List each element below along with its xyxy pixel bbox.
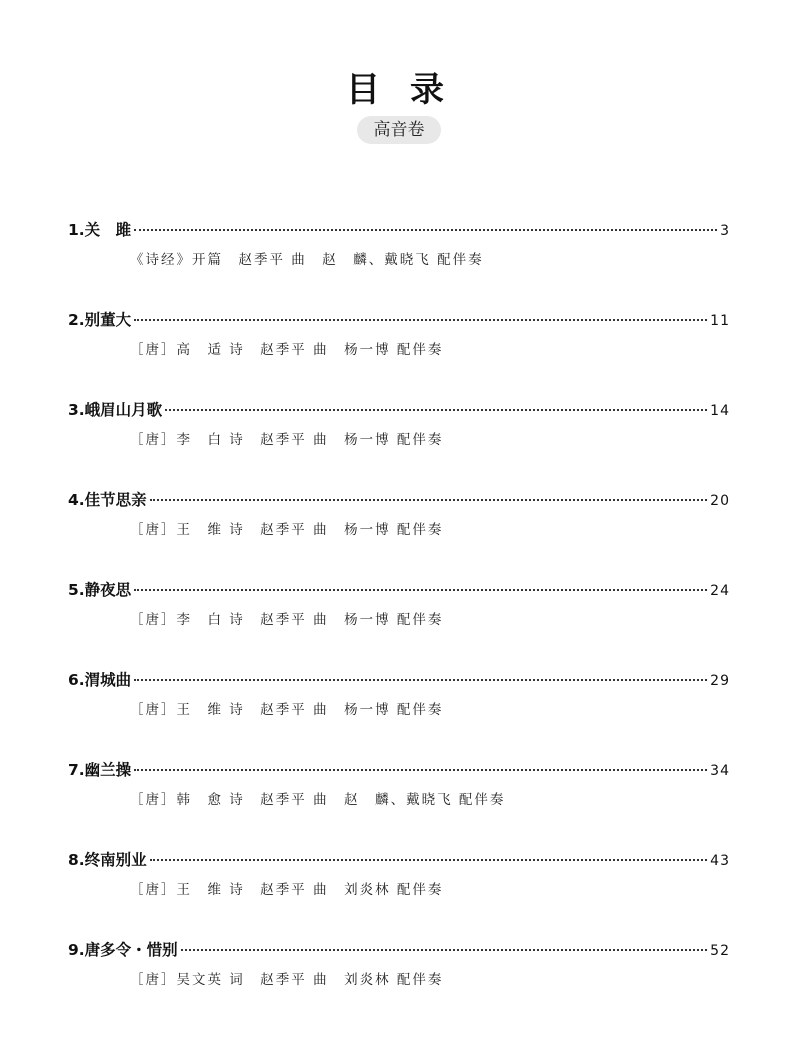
dot-leader bbox=[134, 589, 707, 591]
toc-entry[interactable] bbox=[68, 840, 730, 930]
page-number[interactable]: 11 bbox=[710, 313, 730, 329]
dot-leader bbox=[150, 859, 707, 861]
table-of-contents bbox=[68, 210, 730, 1020]
toc-entry[interactable] bbox=[68, 570, 730, 660]
dot-leader bbox=[134, 229, 717, 231]
dot-leader bbox=[165, 409, 707, 411]
toc-entry[interactable] bbox=[68, 930, 730, 1020]
page-number[interactable]: 52 bbox=[710, 943, 730, 959]
toc-entry[interactable] bbox=[68, 660, 730, 750]
entry-title[interactable]: 8.终南别业 bbox=[68, 851, 147, 869]
entry-credit: ［唐］吴文英 词 赵季平 曲 刘炎林 配伴奏 bbox=[130, 972, 444, 988]
entry-credit: ［唐］李 白 诗 赵季平 曲 杨一博 配伴奏 bbox=[130, 432, 444, 448]
toc-entry[interactable] bbox=[68, 750, 730, 840]
dot-leader bbox=[181, 949, 707, 951]
page-number[interactable]: 20 bbox=[710, 493, 730, 509]
entry-title[interactable]: 6.渭城曲 bbox=[68, 671, 132, 689]
entry-title[interactable]: 9.唐多令・惜别 bbox=[68, 941, 178, 959]
toc-entry[interactable] bbox=[68, 210, 730, 300]
entry-title[interactable]: 3.峨眉山月歌 bbox=[68, 401, 163, 419]
entry-title[interactable]: 1.关 雎 bbox=[68, 221, 132, 239]
page-number[interactable]: 24 bbox=[710, 583, 730, 599]
page-number[interactable]: 43 bbox=[710, 853, 730, 869]
entry-credit: ［唐］李 白 诗 赵季平 曲 杨一博 配伴奏 bbox=[130, 612, 444, 628]
page-title: 目录 bbox=[346, 70, 474, 110]
dot-leader bbox=[134, 769, 707, 771]
entry-title[interactable]: 5.静夜思 bbox=[68, 581, 132, 599]
page-number[interactable]: 14 bbox=[710, 403, 730, 419]
entry-credit: 《诗经》开篇 赵季平 曲 赵 麟、戴晓飞 配伴奏 bbox=[130, 252, 484, 268]
entry-title[interactable]: 4.佳节思亲 bbox=[68, 491, 147, 509]
dot-leader bbox=[134, 679, 707, 681]
volume-badge: 高音卷 bbox=[357, 116, 441, 144]
entry-credit: ［唐］高 适 诗 赵季平 曲 杨一博 配伴奏 bbox=[130, 342, 444, 358]
entry-title[interactable]: 7.幽兰操 bbox=[68, 761, 132, 779]
entry-credit: ［唐］韩 愈 诗 赵季平 曲 赵 麟、戴晓飞 配伴奏 bbox=[130, 792, 506, 808]
entry-credit: ［唐］王 维 诗 赵季平 曲 刘炎林 配伴奏 bbox=[130, 882, 444, 898]
toc-entry[interactable] bbox=[68, 390, 730, 480]
entry-credit: ［唐］王 维 诗 赵季平 曲 杨一博 配伴奏 bbox=[130, 702, 444, 718]
entry-title[interactable]: 2.别董大 bbox=[68, 311, 132, 329]
page-number[interactable]: 29 bbox=[710, 673, 730, 689]
dot-leader bbox=[150, 499, 707, 501]
dot-leader bbox=[134, 319, 707, 321]
entry-credit: ［唐］王 维 诗 赵季平 曲 杨一博 配伴奏 bbox=[130, 522, 444, 538]
toc-entry[interactable] bbox=[68, 300, 730, 390]
page-number[interactable]: 34 bbox=[710, 763, 730, 779]
toc-entry[interactable] bbox=[68, 480, 730, 570]
page-number[interactable]: 3 bbox=[720, 223, 730, 239]
